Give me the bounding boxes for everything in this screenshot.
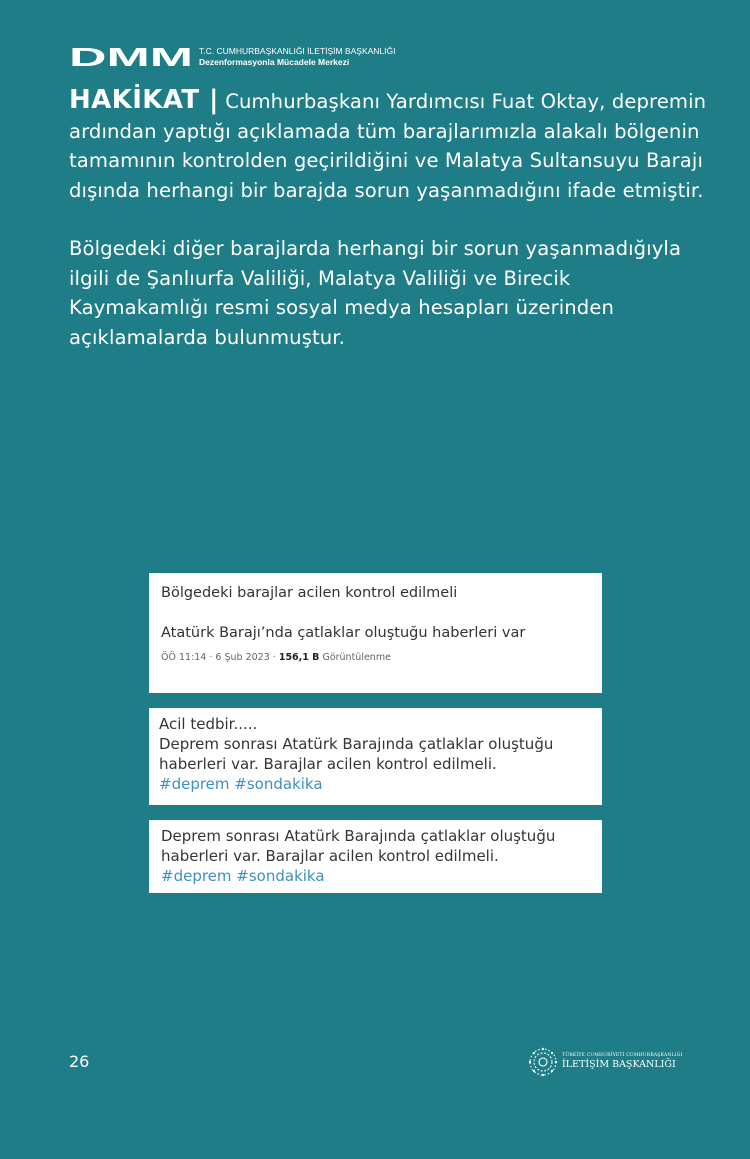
post-2-hashtags: #deprem #sondakika <box>159 775 323 793</box>
svg-text:DMM: DMM <box>69 46 193 68</box>
iletisim-logo-big-text: İLETİŞİM BAŞKANLIĞI <box>562 1059 676 1070</box>
logo-org-line1: T.C. CUMHURBAŞKANLIĞI İLETİŞİM BAŞKANLIĞI <box>199 46 396 56</box>
dmm-logo <box>69 46 396 68</box>
paragraph-2: Bölgedeki diğer barajlarda herhangi bir sorun yaşanmadığıyla ilgili de Şanlıurfa Valiliği, Malatya Valiliği ve Birecik Kaymakamlığı resmi sosyal medya hesapları üzerinden açıklamalarda bulunmuştur. <box>69 237 682 349</box>
post-1-views: 156,1 B <box>278 652 320 663</box>
logo-org-line2: Dezenformasyonla Mücadele Merkezi <box>199 57 350 67</box>
post-screenshot-3 <box>149 820 602 893</box>
post-2-line-2: Deprem sonrası Atatürk Barajında çatlaklar oluştuğu <box>159 735 554 753</box>
iletisim-logo-text <box>562 1053 683 1071</box>
dmm-logo-mark <box>69 46 193 68</box>
main-text <box>69 86 709 352</box>
post-3-line-2: haberleri var. Barajlar acilen kontrol edilmeli. <box>161 847 499 865</box>
post-screenshot-2 <box>149 708 602 805</box>
post-2-line-1: Acil tedbir..... <box>159 715 258 733</box>
paragraph-1 <box>69 86 709 205</box>
post-1-views-label: Görüntülenme <box>319 652 391 663</box>
dmm-logo-icon <box>69 46 193 68</box>
post-1-line-1: Bölgedeki barajlar acilen kontrol edilmeli <box>161 585 458 601</box>
post-1-meta <box>161 652 602 663</box>
post-2-line-3: haberleri var. Barajlar acilen kontrol edilmeli. <box>159 755 497 773</box>
page-number: 26 <box>69 1052 90 1071</box>
post-1-time: ÖÖ 11:14 · 6 Şub 2023 · <box>161 652 279 663</box>
paragraph-1-text: Cumhurbaşkanı Yardımcısı Fuat Oktay, depremin ardından yaptığı açıklamada tüm barajlarımızla alakalı bölgenin tamamının kontrolden geçirildiğini ve Malatya Sultansuyu Barajı dışında herhangi bir barajda sorun yaşanmadığını ifade etmiştir. <box>69 90 707 202</box>
post-1-line-2: Atatürk Barajı’nda çatlaklar oluştuğu haberleri var <box>161 625 526 641</box>
iletisim-emblem-icon <box>528 1047 558 1077</box>
logo-org-name <box>199 46 396 68</box>
post-screenshot-1 <box>149 573 602 693</box>
post-3-line-1: Deprem sonrası Atatürk Barajında çatlaklar oluştuğu <box>161 827 556 845</box>
iletisim-logo-small-text: TÜRKİYE CUMHURİYETİ CUMHURBAŞKANLIĞI <box>562 1053 683 1058</box>
hakikat-label: HAKİKAT | <box>69 85 219 115</box>
post-3-hashtags: #deprem #sondakika <box>161 867 325 885</box>
iletisim-logo <box>528 1047 683 1077</box>
